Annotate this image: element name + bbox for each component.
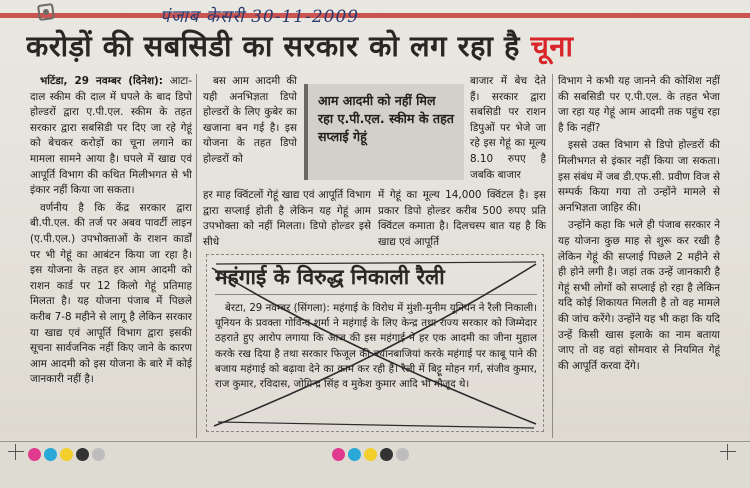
article-column-1	[30, 74, 192, 438]
rally-headline: महंगाई के विरुद्ध निकाली रैली	[215, 263, 537, 295]
crosshair-registration-icon	[720, 444, 736, 460]
column-divider	[552, 74, 553, 438]
article-paragraph: बस आम आदमी की यही अनभिज्ञता डिपो होल्डरों के लिए कुबेर का खजाना बन गई है। इस योजना के तहत डिपो होल्डरों को	[203, 75, 297, 165]
registration-dot	[28, 448, 41, 461]
article-paragraph: विभाग ने कभी यह जानने की कोशिश नहीं की सबसिडी पर ए.पी.एल. के तहत भेजा जा रहा यह गेहूं आम आदमी तक पहुंच रहा है कि नहीं?	[558, 75, 720, 134]
rally-news-box	[206, 254, 544, 432]
color-registration-marks	[28, 448, 105, 464]
registration-dot	[332, 448, 345, 461]
headline	[26, 26, 746, 68]
pushpin-icon	[37, 3, 55, 21]
article-paragraph: हर माह क्विंटलों गेहूं खाद्य एवं आपूर्ति विभाग द्वारा सप्लाई होती है लेकिन यह गेहूं आम उपभोक्ता को नहीं मिलता। डिपो होल्डर इसे सीधे	[203, 189, 371, 248]
registration-dot	[364, 448, 377, 461]
registration-dot	[44, 448, 57, 461]
article-paragraph: बाजार में बेच देते हैं। सरकार द्वारा सबसिडी पर राशन डिपुओं पर भेजे जा रहे इस गेहूं का मूल्य 8.10 रुपए है जबकि बाजार	[470, 75, 546, 181]
headline-accent-word: चूना	[530, 29, 574, 63]
callout-box	[304, 84, 464, 180]
article-column-2	[203, 74, 297, 194]
registration-dot	[348, 448, 361, 461]
column-divider	[196, 74, 197, 438]
article-column-3	[470, 74, 546, 186]
article-column-4	[558, 74, 720, 438]
rally-body: बेरटा, 29 नवम्बर (सिंगला): महंगाई के विरोध में मुंशी-मुनीम यूनियन ने रैली निकाली। यूनियन के प्रवक्ता गोविन्द शर्मा ने महंगाई के लिए केन्द्र तथा राज्य सरकार को जिम्मेदार ठहराते हुए आरोप लगाया कि आज की इस महंगाई ने हर एक आदमी का जीना मुहाल करके रख दिया है तथा सरकार फिजूल की बयानबाजियां करके महंगाई पर काबू पाने की बजाय महंगाई को बढ़ावा देने का काम कर रही है। रैली में बिट्टू मोहन गर्ग, संजीव कुमार, राज कुमार, रविदास, जोगिन्द्र सिंह व मुकेश कुमार आदि भी मौजूद थे।	[215, 303, 537, 391]
registration-dot	[396, 448, 409, 461]
article-paragraph: वर्णनीय है कि केंद्र सरकार द्वारा बी.पी.एल. की तर्ज पर अबव पावर्टी लाइन (ए.पी.एल.) उपभोक्ताओं के राशन कार्डों पर भी गेहूं का आबंटन किया जा रहा है। इस योजना के तहत हर आम आदमी को राशन कार्ड पर 12 किलो गेहूं प्रतिमाह मिलता है। यह योजना पंजाब में पिछले करीब 7-8 महीने से लागू है लेकिन सरकार या खाद्य एवं आपूर्ति विभाग द्वारा इसकी सूचना सार्वजनिक नहीं किए जाने के कारण आम आदमी को इस योजना के बारे में कोई जानकारी नहीं है।	[30, 201, 192, 386]
article-column-3-continued	[378, 188, 546, 250]
article-paragraph: में गेहूं का मूल्य 14,000 क्विंटल है। इस प्रकार डिपो होल्डर करीब 500 रुपए प्रति क्विंटल कमाता है। दिलचस्प बात यह है कि खाद्य एवं आपूर्ति	[378, 189, 546, 248]
article-paragraph: आटा-दाल स्कीम की दाल में घपले के बाद डिपो होल्डरों द्वारा ए.पी.एल. स्कीम के तहत सरकार द्वारा सबसिडी पर दिए जा रहे गेहूं को बेचकर करोड़ों का चूना लगाने का मामला सामने आया है। घपले में खाद्य एवं आपूर्ति विभाग की कथित मिलीभगत से भी इंकार नहीं किया जा सकता।	[30, 75, 192, 197]
registration-dot	[92, 448, 105, 461]
dateline: भटिंडा, 29 नवम्बर (दिनेश):	[40, 75, 163, 87]
article-paragraph: उन्होंने कहा कि भले ही पंजाब सरकार ने यह योजना कुछ माह से शुरू कर रखी है लेकिन गेहूं की सप्लाई पिछले 2 महीने से ही होने लगी है। जहां तक उन्हें जानकारी है गेहूं सभी लोगों को सप्लाई हो रहा है लेकिन यदि कोई शिकायत मिलती है तो वह मामले की जांच करेंगे। उन्होंने यह भी कहा कि यदि उन्हें किसी खास इलाके का नाम बताया जाए तो वह वहां सोमवार से नियमित गेहूं की आपूर्ति करवा देंगे।	[558, 219, 720, 372]
color-registration-marks	[332, 448, 409, 464]
handwritten-source-note: पंजाब केसरी 30-11-2009	[160, 7, 360, 27]
registration-dot	[76, 448, 89, 461]
bottom-rule	[0, 441, 750, 442]
registration-dot	[380, 448, 393, 461]
article-column-2-continued	[203, 188, 371, 250]
crosshair-registration-icon	[8, 444, 24, 460]
registration-dot	[60, 448, 73, 461]
callout-text: आम आदमी को नहीं मिल रहा ए.पी.एल. स्कीम के तहत सप्लाई गेहूं	[318, 93, 454, 144]
article-paragraph: इससे उक्त विभाग से डिपो होल्डरों की मिलीभगत से इंकार नहीं किया जा सकता। इस संबंध में जब डी.एफ.सी. प्रवीण विज से सम्पर्क किया गया तो उन्होंने मामले से अनभिज्ञता जाहिर की।	[558, 139, 720, 214]
headline-main: करोड़ों की सबसिडी का सरकार को लग रहा है	[26, 29, 520, 63]
